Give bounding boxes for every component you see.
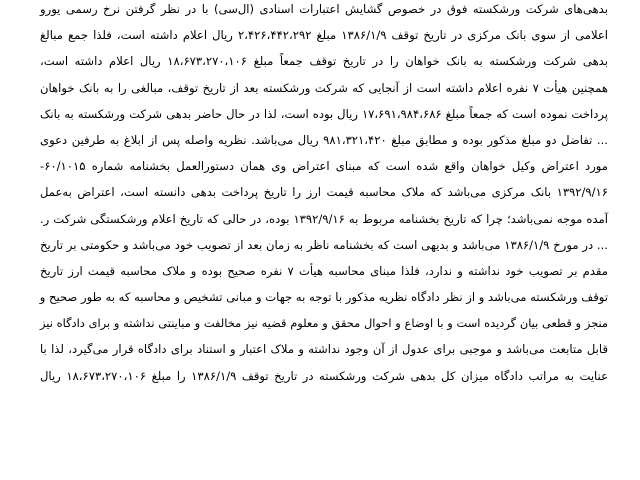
text-line: بدهی‌های شرکت ورشکسته فوق در خصوص گشایش اعتبارات اسنادی (ال‌سی) با در نظر گرفتن نرخ رسمی یورو — [40, 2, 608, 16]
document-body — [40, 0, 608, 389]
text-line: عنایت به مراتب دادگاه میزان کل بدهی شرکت ورشکسته در تاریخ توقف ۱۳۸۶/۱/۹ را مبلغ ۱۸،۶۷۳،۲۷۰،۱۰۶ ریال — [40, 368, 609, 383]
text-line: مورد اعتراض وکیل خواهان واقع شده است که مبنای اعتراض وی همان دستورالعمل بخشنامه شماره ۶۰/۱۰۱۵- — [40, 159, 608, 174]
text-line: قابل متابعت می‌باشد و موجبی برای عدول از آن وجود نداشته و ملاک اعتبار و استناد برای دادگاه قرار می‌گیرد، لذا با — [40, 342, 608, 357]
text-line: ... در مورخ ۱۳۸۶/۱/۹ می‌باشد و بدیهی است که بخشنامه ناظر به زمان بعد از تصویب خود می‌باشد و حکومتی بر تاریخ — [40, 237, 608, 252]
text-line: آمده موجه نمی‌باشد؛ چرا که تاریخ بخشنامه مربوط به ۱۳۹۲/۹/۱۶ بوده، در حالی که تاریخ اعلام ورشکستگی شرکت ر. — [40, 211, 608, 226]
text-line: بدهی شرکت ورشکسته به بانک خواهان را در تاریخ توقف جمعاً مبلغ ۱۸،۶۷۳،۲۷۰،۱۰۶ ریال اعلام داشته است، — [40, 54, 608, 69]
text-line: اعلامی از سوی بانک مرکزی در تاریخ توقف ۱۳۸۶/۱/۹ مبلغ ۲،۴۲۶،۴۴۲،۲۹۲ ریال اعلام داشته است، فلذا جمع مبالغ — [40, 28, 609, 43]
text-line: همچنین هیأت ۷ نفره اعلام داشته است از آنجایی که شرکت ورشکسته بعد از تاریخ توقف، مبالغی را به بانک خواهان — [40, 80, 608, 95]
text-line: ... تفاضل دو مبلغ مذکور بوده و مطابق مبلغ ۹۸۱،۳۲۱،۴۲۰ ریال می‌باشد. نظریه واصله پس از ابلاغ به طرفین دعوی — [40, 132, 608, 147]
text-line: مقدم بر تصویب خود نداشته و ندارد، فلذا مبنای محاسبه هیأت ۷ نفره صحیح بوده و ملاک محاسبه قیمت ارز تاریخ — [40, 263, 609, 278]
text-line: ۱۳۹۲/۹/۱۶ بانک مرکزی می‌باشد که ملاک محاسبه قیمت ارز را تاریخ پرداخت بدهی دانسته است، اعتراض به‌عمل — [40, 185, 608, 200]
text-line: منجز و قطعی بیان گردیده است و با اوضاع و احوال محقق و معلوم قضیه نیز مخالفت و مباینتی نداشته و برای دادگاه نیز — [40, 316, 608, 331]
text-line: توقف ورشکسته می‌باشد و از نظر دادگاه نظریه مذکور با توجه به جهات و مبانی تشخیص و محاسبه که به طور صحیح و — [39, 290, 608, 305]
text-line: پرداخت نموده است که جمعاً مبلغ ۱۷،۶۹۱،۹۸۴،۶۸۶ ریال بوده است، لذا در حال حاضر بدهی شرکت ورشکسته به بانک — [40, 106, 608, 121]
